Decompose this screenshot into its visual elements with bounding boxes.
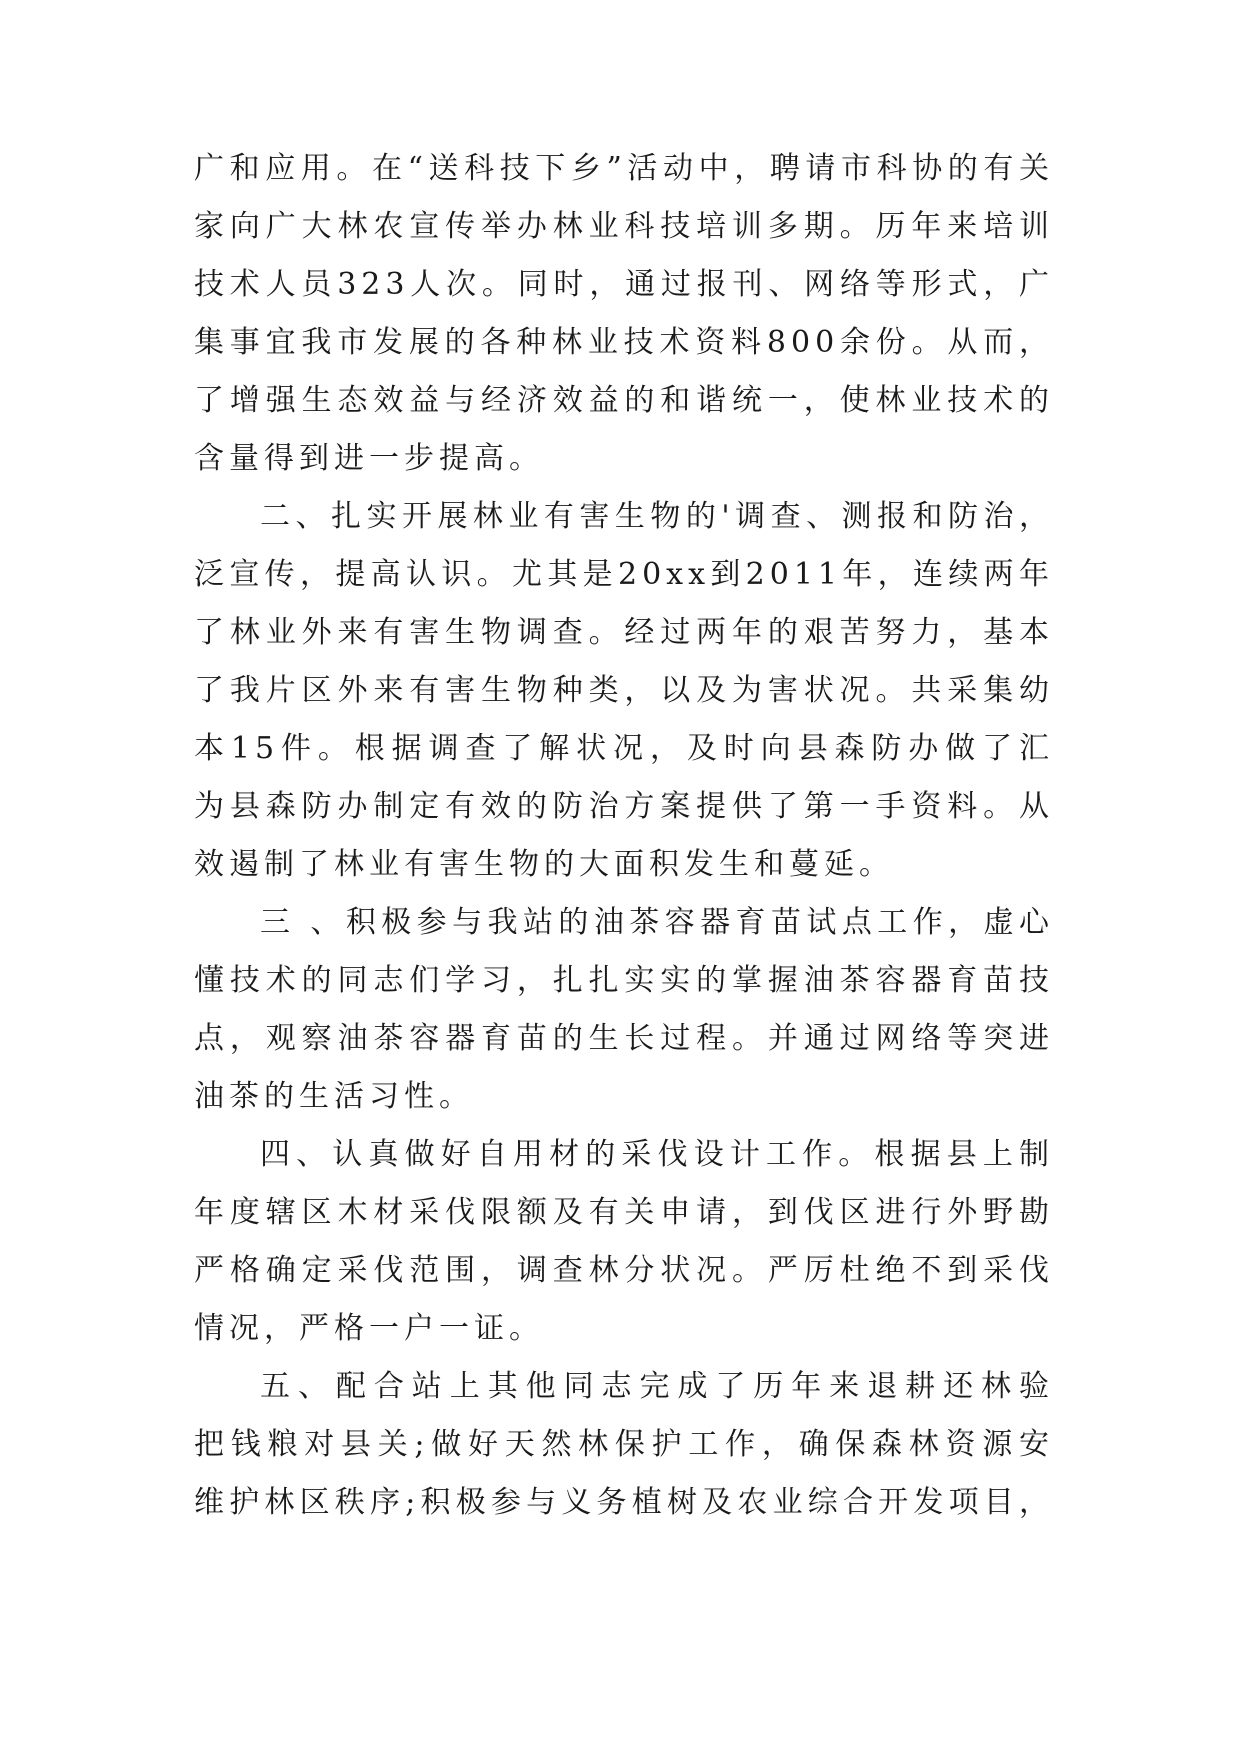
text-line: 年度辖区木材采伐限额及有关申请，到伐区进行外野勘 xyxy=(194,1195,1054,1230)
paragraph-4 xyxy=(194,1126,1054,1358)
text-line: 泛宣传，提高认识。尤其是20xx到2011年，连续两年 xyxy=(194,557,1054,592)
text-line: 为县森防办制定有效的防治方案提供了第一手资料。从 xyxy=(194,789,1054,824)
text-line: 严格确定采伐范围，调查林分状况。严厉杜绝不到采伐 xyxy=(194,1253,1054,1288)
text-line: 家向广大林农宣传举办林业科技培训多期。历年来培训 xyxy=(194,209,1054,244)
text-line: 了增强生态效益与经济效益的和谐统一，使林业技术的 xyxy=(194,383,1054,418)
text-line: 了林业外来有害生物调查。经过两年的艰苦努力，基本 xyxy=(194,615,1054,650)
text-line: 含量得到进一步提高。 xyxy=(194,441,544,476)
text-line: 油茶的生活习性。 xyxy=(194,1079,474,1114)
text-line: 点，观察油茶容器育苗的生长过程。并通过网络等突进 xyxy=(194,1021,1054,1056)
text-line: 维护林区秩序;积极参与义务植树及农业综合开发项目， xyxy=(194,1485,1054,1520)
text-line: 广和应用。在“送科技下乡”活动中，聘请市科协的有关 xyxy=(194,151,1054,186)
paragraph-3 xyxy=(194,894,1054,1126)
text-line: 四、认真做好自用材的采伐设计工作。根据县上制 xyxy=(260,1137,1054,1172)
text-line: 效遏制了林业有害生物的大面积发生和蔓延。 xyxy=(194,847,894,882)
paragraph-2 xyxy=(194,488,1054,894)
text-line: 情况，严格一户一证。 xyxy=(194,1311,544,1346)
text-line: 技术人员323人次。同时，通过报刊、网络等形式，广 xyxy=(194,267,1054,302)
text-line: 了我片区外来有害生物种类，以及为害状况。共采集幼 xyxy=(194,673,1054,708)
text-line: 二、扎实开展林业有害生物的'调查、测报和防治， xyxy=(260,499,1054,534)
text-line: 五、配合站上其他同志完成了历年来退耕还林验 xyxy=(260,1369,1054,1404)
text-line: 集事宜我市发展的各种林业技术资料800余份。从而， xyxy=(194,325,1054,360)
text-line: 本15件。根据调查了解状况，及时向县森防办做了汇 xyxy=(194,731,1054,766)
text-line: 把钱粮对县关;做好天然林保护工作，确保森林资源安 xyxy=(194,1427,1054,1462)
text-line: 懂技术的同志们学习，扎扎实实的掌握油茶容器育苗技 xyxy=(194,963,1054,998)
document-body xyxy=(194,140,1054,1532)
paragraph-1 xyxy=(194,140,1054,488)
paragraph-5 xyxy=(194,1358,1054,1532)
text-line: 三 、积极参与我站的油茶容器育苗试点工作，虚心 xyxy=(260,905,1054,940)
